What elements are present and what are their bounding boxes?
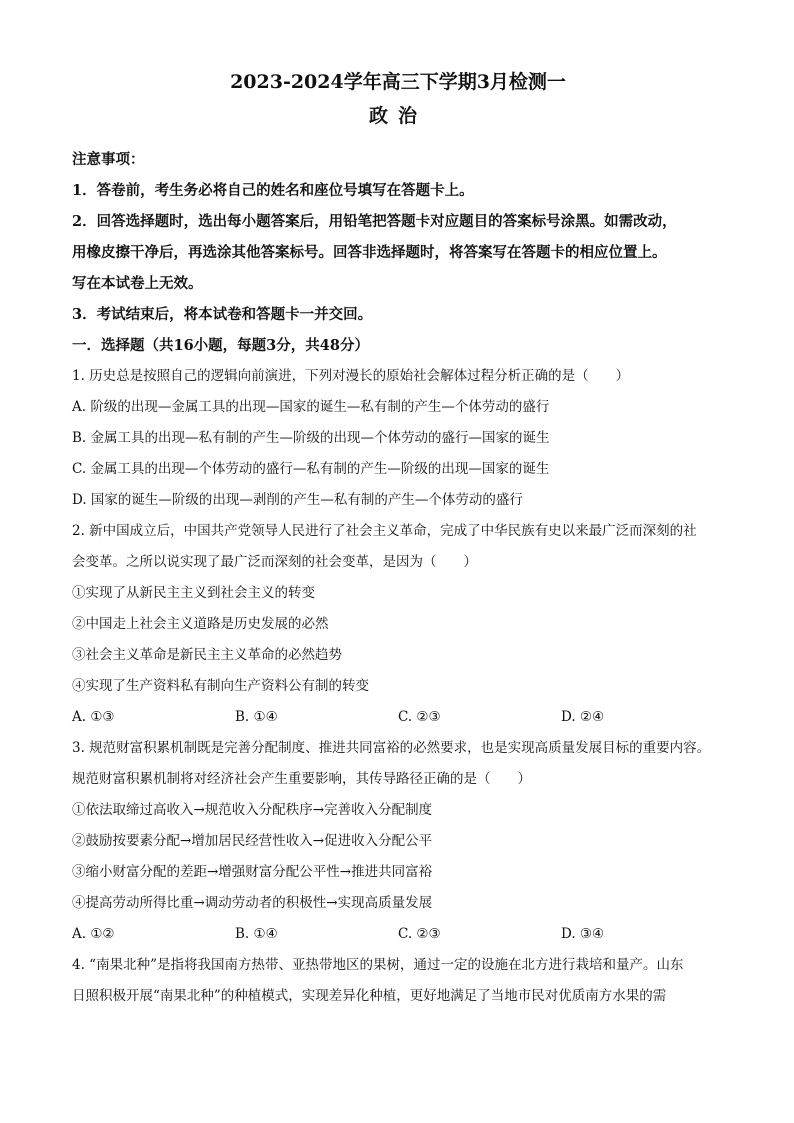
statement-item: ④实现了生产资料私有制向生产资料公有制的转变 [72, 678, 369, 694]
statement-item: ①实现了从新民主主义到社会主义的转变 [72, 585, 315, 601]
choice-c: C. ②③ [398, 709, 441, 725]
statement-item: ③社会主义革命是新民主主义革命的必然趋势 [72, 647, 342, 663]
note-line: 1．答卷前，考生务必将自己的姓名和座位号填写在答题卡上。 [72, 182, 474, 199]
question-stem: 2. 新中国成立后，中国共产党领导人民进行了社会主义革命，完成了中华民族有史以来最广泛而深刻的社 [72, 523, 697, 539]
option-c: C. 金属工具的出现—个体劳动的盛行—私有制的产生—阶级的出现—国家的诞生 [72, 461, 550, 477]
question-stem: 会变革。之所以说实现了最广泛而深刻的社会变革，是因为（ ） [72, 554, 477, 570]
choice-b: B. ①④ [235, 709, 278, 725]
choice-d: D. ②④ [561, 709, 605, 725]
note-line: 2．回答选择题时，选出每小题答案后，用铅笔把答题卡对应题目的答案标号涂黑。如需改动， [72, 213, 677, 230]
question-stem: 1. 历史总是按照自己的逻辑向前演进，下列对漫长的原始社会解体过程分析正确的是（ ） [72, 368, 630, 384]
question-stem: 4. “南果北种”是指将我国南方热带、亚热带地区的果树，通过一定的设施在北方进行栽培和量产。山东 [72, 957, 684, 973]
exam-subject: 政治 [368, 105, 427, 127]
note-line: 写在本试卷上无效。 [72, 275, 203, 292]
statement-item: ④提高劳动所得比重→调动劳动者的积极性→实现高质量发展 [72, 895, 433, 911]
choice-a: A. ①② [72, 926, 115, 942]
question-2 [72, 516, 724, 733]
question-3 [72, 733, 724, 950]
question-stem: 3. 规范财富积累机制既是完善分配制度、推进共同富裕的必然要求，也是实现高质量发展目标的重要内容。 [72, 740, 711, 756]
answer-choices [72, 702, 724, 733]
question-stem: 日照积极开展“南果北种”的种植模式，实现差异化种植，更好地满足了当地市民对优质南方水果的需 [72, 988, 667, 1004]
statement-item: ①依法取缔过高收入→规范收入分配秩序→完善收入分配制度 [72, 802, 433, 818]
exam-title: 2023-2024学年高三下学期3月检测一 [230, 71, 566, 93]
statement-item: ③缩小财富分配的差距→增强财富分配公平性→推进共同富裕 [72, 864, 433, 880]
choice-b: B. ①④ [235, 926, 278, 942]
section-heading: 一．选择题（共16小题，每题3分，共48分） [72, 337, 369, 354]
notes-block [72, 144, 724, 330]
option-d: D. 国家的诞生—阶级的出现—剥削的产生—私有制的产生—个体劳动的盛行 [72, 492, 523, 508]
choice-c: C. ②③ [398, 926, 441, 942]
notes-heading: 注意事项： [72, 151, 145, 168]
question-stem: 规范财富积累机制将对经济社会产生重要影响，其传导路径正确的是（ ） [72, 771, 531, 787]
choice-a: A. ①③ [72, 709, 115, 725]
note-line: 3．考试结束后，将本试卷和答题卡一并交回。 [72, 306, 373, 323]
option-b: B. 金属工具的出现—私有制的产生—阶级的出现—个体劳动的盛行—国家的诞生 [72, 430, 550, 446]
statement-item: ②鼓励按要素分配→增加居民经营性收入→促进收入分配公平 [72, 833, 433, 849]
question-1 [72, 361, 724, 516]
note-line: 用橡皮擦干净后，再选涂其他答案标号。回答非选择题时，将答案写在答题卡的相应位置上。 [72, 244, 667, 261]
statement-item: ②中国走上社会主义道路是历史发展的必然 [72, 616, 329, 632]
option-a: A. 阶级的出现—金属工具的出现—国家的诞生—私有制的产生—个体劳动的盛行 [72, 399, 550, 415]
choice-d: D. ③④ [561, 926, 605, 942]
answer-choices [72, 919, 724, 950]
question-4 [72, 950, 724, 1012]
